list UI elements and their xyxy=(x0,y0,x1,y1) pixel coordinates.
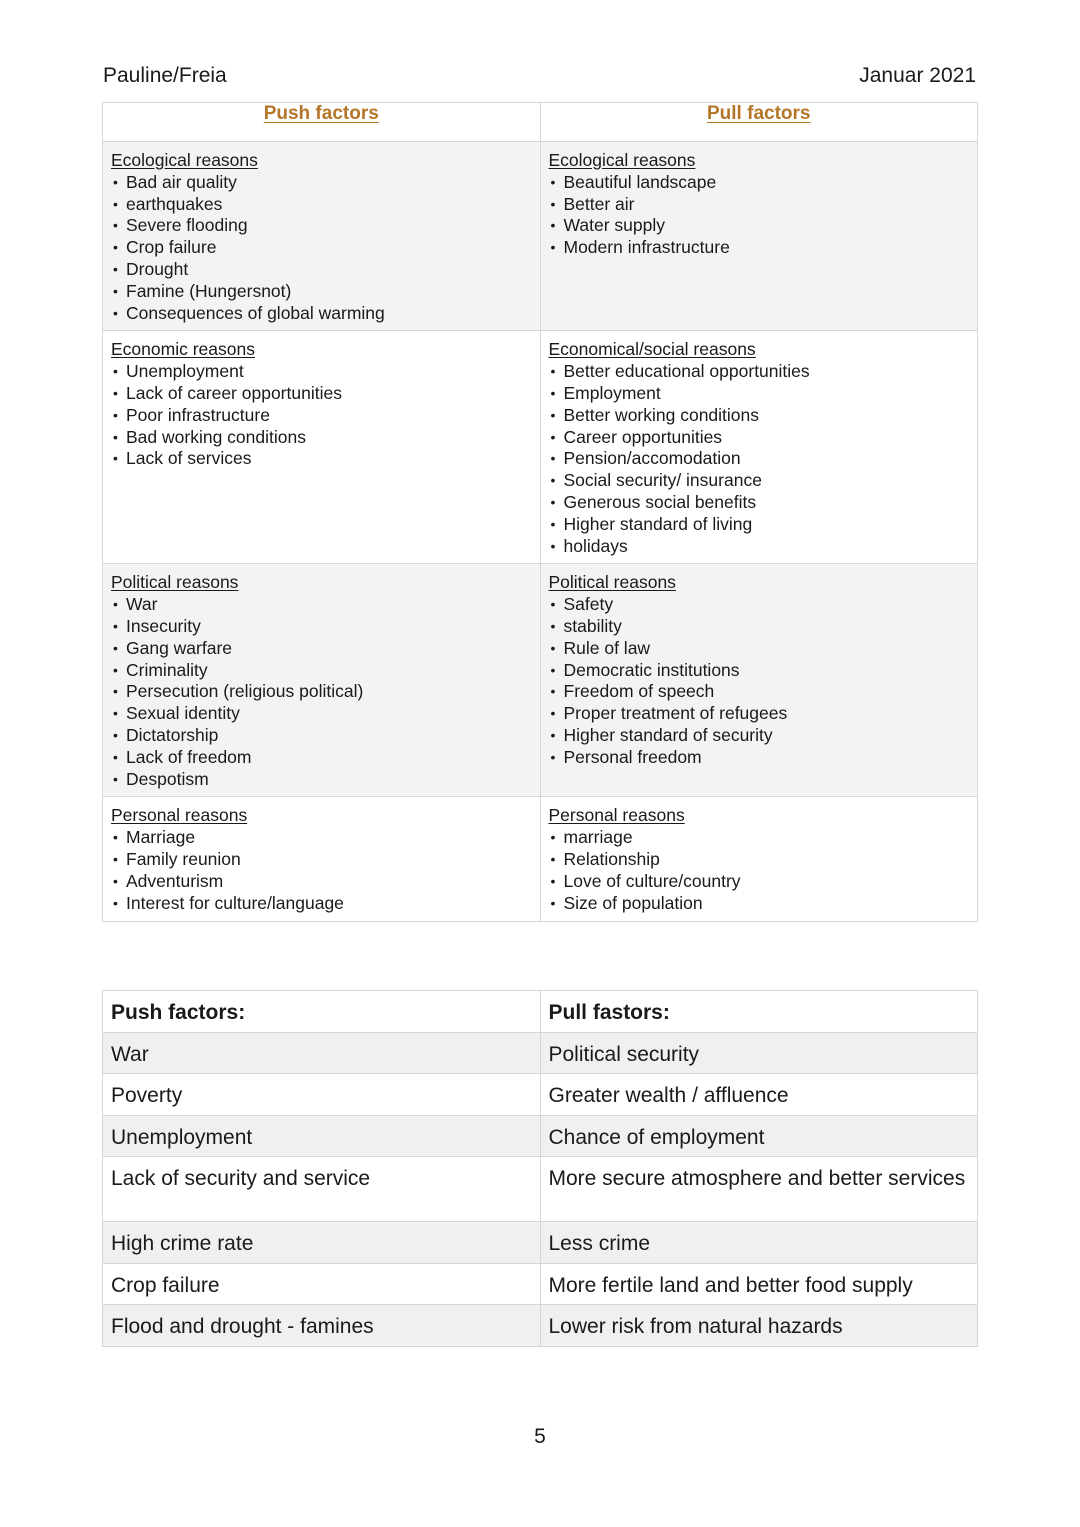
push-cell xyxy=(103,142,541,331)
table-row-economic xyxy=(103,331,978,564)
bullet-list xyxy=(549,172,970,259)
table-row xyxy=(103,1115,978,1157)
push-cell: High crime rate xyxy=(103,1222,541,1264)
bullet-list xyxy=(111,172,532,325)
pull-cell xyxy=(540,331,978,564)
author-names: Pauline/Freia xyxy=(103,64,227,87)
bullet-list xyxy=(111,361,532,470)
list-item: • Dictatorship xyxy=(111,725,532,747)
date: Januar 2021 xyxy=(859,64,976,87)
list-item: • Bad air quality xyxy=(111,172,532,194)
list-item: • Famine (Hungersnot) xyxy=(111,281,532,303)
list-item: • War xyxy=(111,594,532,616)
pull-cell: More fertile land and better food supply xyxy=(540,1263,978,1305)
list-item: • Water supply xyxy=(549,215,970,237)
list-item: • Employment xyxy=(549,383,970,405)
factors-detail-table xyxy=(102,102,978,922)
list-item: • Persecution (religious political) xyxy=(111,681,532,703)
pull-cell: More secure atmosphere and better services xyxy=(540,1157,978,1222)
list-item: • Despotism xyxy=(111,769,532,791)
category-title: Political reasons xyxy=(111,572,239,593)
list-item: • Personal freedom xyxy=(549,747,970,769)
table-row xyxy=(103,1032,978,1074)
page-number: 5 xyxy=(534,1425,546,1448)
list-item: • earthquakes xyxy=(111,194,532,216)
push-cell xyxy=(103,564,541,797)
table-row xyxy=(103,1305,978,1347)
list-item: • Rule of law xyxy=(549,638,970,660)
category-title: Economic reasons xyxy=(111,339,255,360)
pull-cell: Lower risk from natural hazards xyxy=(540,1305,978,1347)
list-item: • Better working conditions xyxy=(549,405,970,427)
list-item: • Crop failure xyxy=(111,237,532,259)
list-item: • Safety xyxy=(549,594,970,616)
pull-factors-heading: Pull factors xyxy=(540,103,978,142)
list-item: • Gang warfare xyxy=(111,638,532,660)
pull-cell: Chance of employment xyxy=(540,1115,978,1157)
list-item: • Love of culture/country xyxy=(549,871,970,893)
list-item: • Family reunion xyxy=(111,849,532,871)
category-title: Economical/social reasons xyxy=(548,339,756,360)
list-item: • Beautiful landscape xyxy=(549,172,970,194)
list-item: • Better air xyxy=(549,194,970,216)
table-row xyxy=(103,1263,978,1305)
list-item: • Lack of services xyxy=(111,448,532,470)
list-item: • Marriage xyxy=(111,827,532,849)
list-item: • stability xyxy=(549,616,970,638)
list-item: • Interest for culture/language xyxy=(111,893,532,915)
list-item: • Higher standard of security xyxy=(549,725,970,747)
list-item: • Criminality xyxy=(111,660,532,682)
table-header-row xyxy=(103,991,978,1033)
category-title: Political reasons xyxy=(548,572,676,593)
pull-cell xyxy=(540,797,978,922)
table-row-ecological xyxy=(103,142,978,331)
list-item: • marriage xyxy=(549,827,970,849)
list-item: • Social security/ insurance xyxy=(549,470,970,492)
bullet-list xyxy=(111,594,532,790)
list-item: • Career opportunities xyxy=(549,427,970,449)
list-item: • Freedom of speech xyxy=(549,681,970,703)
push-cell: Poverty xyxy=(103,1074,541,1116)
category-title: Personal reasons xyxy=(111,805,248,826)
table-row-political xyxy=(103,564,978,797)
list-item: • Lack of career opportunities xyxy=(111,383,532,405)
page-header xyxy=(103,62,976,90)
list-item: • Higher standard of living xyxy=(549,514,970,536)
list-item: • Adventurism xyxy=(111,871,532,893)
list-item: • Generous social benefits xyxy=(549,492,970,514)
pull-cell: Less crime xyxy=(540,1222,978,1264)
table-row xyxy=(103,1222,978,1264)
bullet-list xyxy=(549,594,970,768)
pull-cell: Political security xyxy=(540,1032,978,1074)
table-row xyxy=(103,1157,978,1222)
list-item: • Unemployment xyxy=(111,361,532,383)
push-cell: Unemployment xyxy=(103,1115,541,1157)
push-cell xyxy=(103,797,541,922)
push-cell xyxy=(103,331,541,564)
list-item: • Better educational opportunities xyxy=(549,361,970,383)
pull-cell xyxy=(540,564,978,797)
list-item: • Poor infrastructure xyxy=(111,405,532,427)
list-item: • Democratic institutions xyxy=(549,660,970,682)
push-factors-heading: Push factors: xyxy=(103,991,541,1033)
list-item: • Insecurity xyxy=(111,616,532,638)
table-row xyxy=(103,1074,978,1116)
push-cell: War xyxy=(103,1032,541,1074)
push-factors-heading: Push factors xyxy=(103,103,541,142)
list-item: • Lack of freedom xyxy=(111,747,532,769)
pull-factors-heading: Pull fastors: xyxy=(540,991,978,1033)
pull-cell xyxy=(540,142,978,331)
bullet-list xyxy=(549,827,970,914)
category-title: Ecological reasons xyxy=(111,150,258,170)
push-cell: Crop failure xyxy=(103,1263,541,1305)
category-title: Ecological reasons xyxy=(548,150,696,170)
list-item: • Pension/accomodation xyxy=(549,448,970,470)
list-item: • Proper treatment of refugees xyxy=(549,703,970,725)
table-header-row xyxy=(103,103,978,142)
list-item: • Size of population xyxy=(549,893,970,915)
list-item: • Modern infrastructure xyxy=(549,237,970,259)
bullet-list xyxy=(111,827,532,914)
list-item: • Severe flooding xyxy=(111,215,532,237)
list-item: • Relationship xyxy=(549,849,970,871)
push-cell: Flood and drought - famines xyxy=(103,1305,541,1347)
list-item: • holidays xyxy=(549,536,970,558)
factors-summary-table xyxy=(102,990,978,1347)
list-item: • Sexual identity xyxy=(111,703,532,725)
push-cell: Lack of security and service xyxy=(103,1157,541,1222)
table-row-personal xyxy=(103,797,978,922)
pull-cell: Greater wealth / affluence xyxy=(540,1074,978,1116)
list-item: • Bad working conditions xyxy=(111,427,532,449)
list-item: • Consequences of global warming xyxy=(111,303,532,325)
bullet-list xyxy=(549,361,970,557)
list-item: • Drought xyxy=(111,259,532,281)
category-title: Personal reasons xyxy=(548,805,685,826)
